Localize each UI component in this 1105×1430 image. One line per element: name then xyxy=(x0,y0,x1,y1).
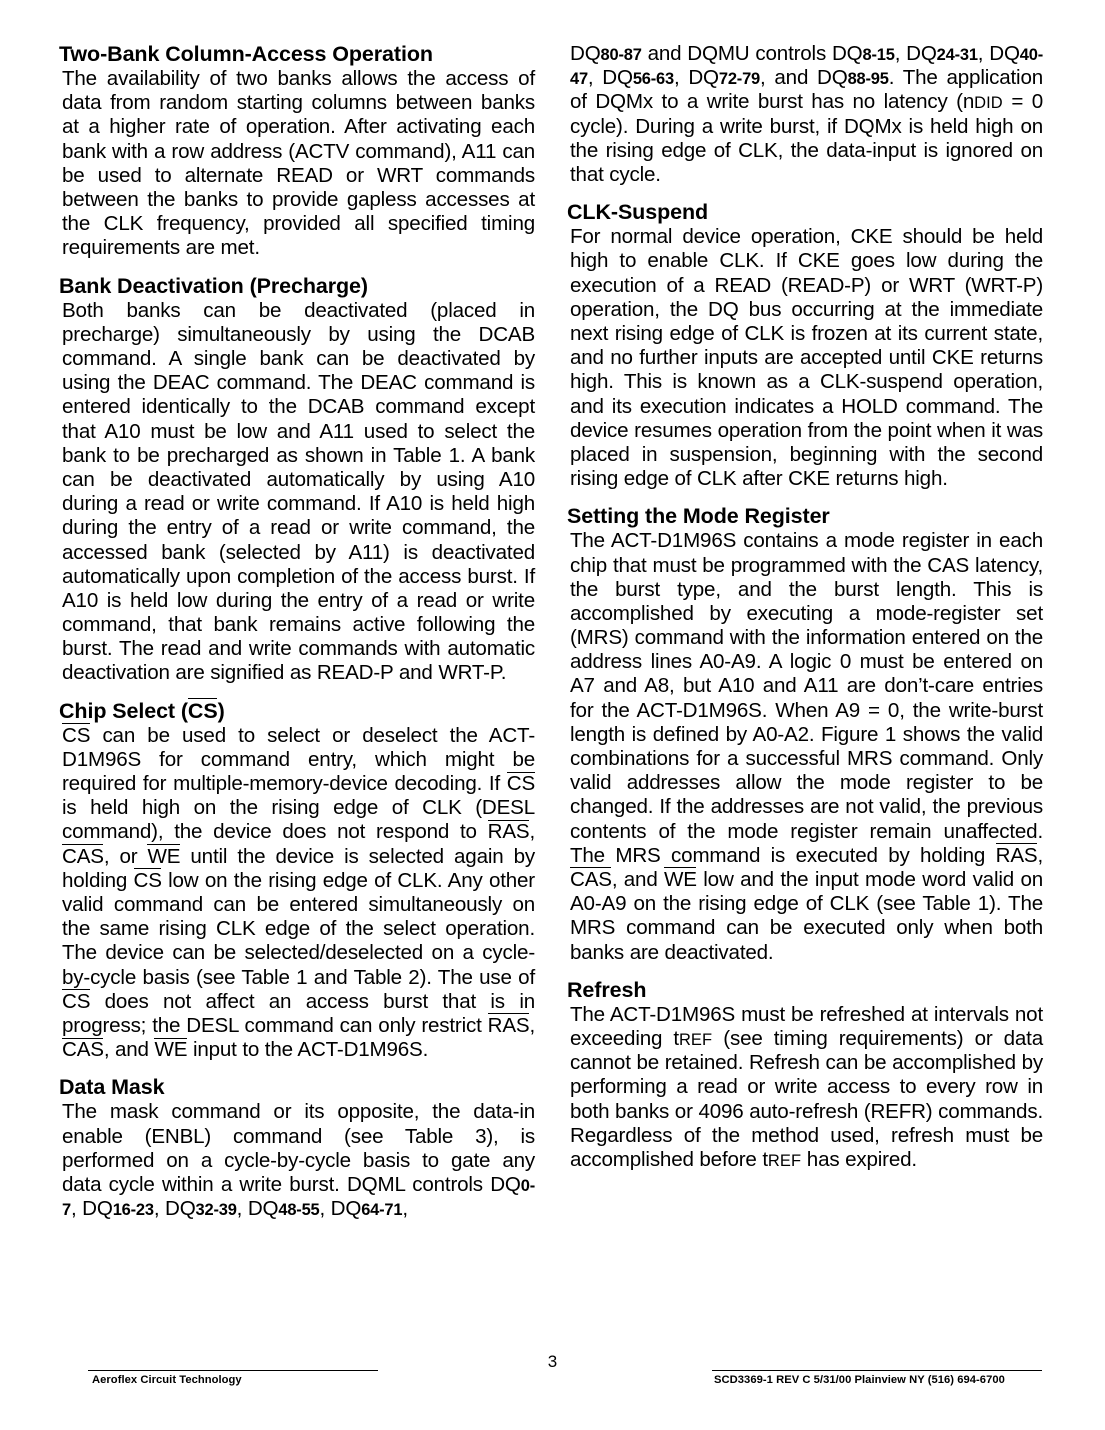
section-setting-the-mode-register xyxy=(567,504,1043,964)
text-run: , or xyxy=(103,844,148,868)
dq-range-subscript: 32-39 xyxy=(195,1201,237,1220)
text-run: = 0 cycle). During a write burst, if DQMx is held high on the rising edge of CLK, the data-input is ignored on that cycle. xyxy=(570,90,1044,186)
dq-range-subscript: 64-71 xyxy=(361,1201,403,1220)
dq-range-subscript: 0-7 xyxy=(62,1177,535,1220)
dq-range-subscript: 88-95 xyxy=(847,70,889,89)
section-heading-two-bank-column-access-operation: Two-Bank Column-Access Operation xyxy=(59,42,433,66)
section-paragraph xyxy=(570,42,1043,187)
text-run: The mask command or its opposite, the data-in enable (ENBL) command (see Table 3), is performed on a cycle-by-cycle basis to gate any data cycle within a write burst. DQML controls DQ xyxy=(62,1100,535,1196)
footer-rule-right xyxy=(712,1370,1042,1371)
footer-company-name: Aeroflex Circuit Technology xyxy=(92,1374,242,1386)
dq-range-subscript: 24-31 xyxy=(936,46,978,64)
section-paragraph xyxy=(570,529,1043,964)
section-heading-clk-suspend: CLK-Suspend xyxy=(567,200,709,225)
heading-text-run: Chip Select ( xyxy=(59,698,188,723)
section-bank-deactivation-precharge xyxy=(59,273,535,686)
section-paragraph: For normal device operation, CKE should be held high to enable CLK. If CKE goes low during the execution of a READ (READ-P) or WRT (WRT-P) operation, the DQ bus occurring at the immediate next rising edge of CLK is frozen at its current state, and no further inputs are accepted until CKE returns high. This is known as a CLK-suspend operation, and its execution indicates a HOLD command. The device resumes operation from the point when it was placed in suspension, beginning with the second rising edge of CLK after CKE returns high. xyxy=(570,225,1043,491)
section-heading-refresh: Refresh xyxy=(567,977,647,1002)
section-refresh xyxy=(567,977,1044,1172)
text-run: , xyxy=(529,820,535,844)
signal-name-cas: CAS xyxy=(570,867,612,891)
heading-text-run: ) xyxy=(217,698,225,723)
footer-rule-left xyxy=(88,1370,378,1371)
text-run: The ACT-D1M96S contains a mode register in each chip that must be programmed with the CAS latency, the burst type, and the burst length. This is accomplished by executing a mode-register set (MRS) command with the information entered on the address lines A0-A9. A logic 0 must be entered on A7 and A8, but A10 and A11 are don’t-care entries for the ACT-D1M96S. When A9 = 0, the write-burst length is defined by A0-A2. Figure 1 shows the valid combinations for a successful MRS command. Only valid addresses allow the mode register to be changed. If the addresses are not valid, the previous contents of the mode register remain unaffected. The MRS command is executed by holding xyxy=(570,529,1043,867)
section-continuation xyxy=(570,42,1043,187)
section-two-bank-column-access-operation xyxy=(59,42,535,261)
text-run: , and DQ xyxy=(760,66,848,90)
dq-range-subscript: 16-23 xyxy=(112,1201,154,1220)
text-run: low on the rising edge of CLK. Any other valid command can be entered simultaneously on the same rising CLK edge of the select operation. The device can be selected/deselected on a cycle-by-cycle basis (see Table 1 and Table 2). The use of xyxy=(62,868,535,989)
text-run: , DQ xyxy=(894,42,937,65)
text-run: , DQ xyxy=(977,42,1020,65)
signal-name-cs: CS xyxy=(133,868,162,892)
parameter-subscript: DID xyxy=(974,94,1003,113)
text-run: , DQ xyxy=(587,66,633,90)
section-heading-chip-select xyxy=(59,699,535,723)
dq-range-subscript: 8-15 xyxy=(862,46,895,64)
section-paragraph xyxy=(62,1100,535,1221)
text-run: , xyxy=(529,1013,535,1037)
signal-name-cs: CS xyxy=(62,989,91,1013)
text-run: (see timing requirements) or data cannot be retained. Refresh can be accomplished by performing a read or write access to every row in both banks or 4096 auto-refresh (REFR) commands. Regardless of the method used, refresh must be accomplished before t xyxy=(570,1026,1044,1171)
signal-name-cas: CAS xyxy=(62,1038,104,1062)
parameter-subscript: REF xyxy=(767,1151,802,1170)
text-run: low and the input mode word valid on A0-A9 on the rising edge of CLK (see Table 1). The MRS command can be executed only when both banks are deactivated. xyxy=(570,867,1043,964)
two-column-body xyxy=(0,42,1105,1342)
signal-name-ras: RAS xyxy=(487,820,530,844)
left-text-column xyxy=(59,42,535,1221)
signal-name-cs: CS xyxy=(187,698,218,723)
section-heading-setting-the-mode-register: Setting the Mode Register xyxy=(567,504,830,529)
section-data-mask xyxy=(59,1075,535,1221)
section-paragraph xyxy=(570,1003,1043,1172)
dq-range-subscript: 56-63 xyxy=(632,70,674,89)
dq-range-subscript: 48-55 xyxy=(278,1201,320,1220)
text-run: does not affect an access burst that is in progress; the DESL command can only restrict xyxy=(62,989,535,1037)
text-run: . The application of DQMx to a write burst has no latency (n xyxy=(570,66,1043,114)
text-run: DQ xyxy=(570,42,601,65)
text-run: The ACT-D1M96S must be refreshed at intervals not exceeding t xyxy=(570,1002,1043,1050)
text-run: , DQ xyxy=(236,1197,279,1221)
section-paragraph: Both banks can be deactivated (placed in precharge) simultaneously by using the DCAB command. A single bank can be deactivated by using the DEAC command. The DEAC command is entered identically to the DCAB command except that A10 must be low and A11 used to select the bank to be precharged as shown in Table 1. A bank can be deactivated automatically by using A10 during a read or write command. If A10 is held high during the entry of a read or write command, the accessed bank (selected by A11) is deactivated automatically upon completion of the access burst. If A10 is held low during the entry of a read or write command, that bank remains active following the burst. The read and write commands with automatic deactivation are signified as READ-P and WRT-P. xyxy=(62,298,535,685)
dq-range-subscript: 80-87 xyxy=(600,46,642,64)
dq-range-subscript: 72-79 xyxy=(718,70,761,89)
text-run: , DQ xyxy=(673,66,719,90)
text-run: input to the ACT-D1M96S. xyxy=(187,1038,429,1062)
text-run: , and xyxy=(611,867,665,891)
signal-name-cs: CS xyxy=(62,723,91,747)
text-run: , DQ xyxy=(70,1197,113,1221)
text-run: until the device is selected again by holding xyxy=(62,844,535,892)
page-number: 3 xyxy=(547,1352,558,1371)
dq-range-subscript: 40-47 xyxy=(570,46,1043,89)
section-heading-data-mask: Data Mask xyxy=(59,1075,165,1100)
right-text-column xyxy=(567,42,1044,1172)
section-chip-select xyxy=(59,698,535,1063)
text-run: is held high on the rising edge of CLK (DESL command), the device does not respond to xyxy=(62,796,535,844)
text-run: , and xyxy=(103,1038,155,1062)
section-clk-suspend xyxy=(567,200,1043,491)
section-paragraph: The availability of two banks allows the access of data from random starting columns between banks at a higher rate of operation. After activating each bank with a row address (ACTV command), A11 can be used to alternate READ or WRT commands between the banks to provide gapless accesses at the CLK frequency, provided all specified timing requirements are met. xyxy=(62,67,535,260)
page-footer xyxy=(0,1352,1105,1410)
signal-name-ras: RAS xyxy=(487,1013,530,1037)
signal-name-we: WE xyxy=(147,844,181,868)
signal-name-we: WE xyxy=(664,867,697,891)
parameter-subscript: REF xyxy=(678,1030,713,1049)
text-run: , DQ xyxy=(319,1197,362,1221)
signal-name-cs: CS xyxy=(506,772,535,796)
text-run: and DQMU controls DQ xyxy=(641,42,863,65)
text-run: , xyxy=(1037,843,1043,867)
signal-name-we: WE xyxy=(154,1038,188,1062)
section-heading-bank-deactivation-precharge: Bank Deactivation (Precharge) xyxy=(59,273,368,298)
text-run: , DQ xyxy=(153,1197,196,1221)
section-paragraph xyxy=(62,724,535,1063)
signal-name-cas: CAS xyxy=(62,844,104,868)
text-run: , xyxy=(402,1197,408,1221)
signal-name-ras: RAS xyxy=(995,843,1038,867)
text-run: can be used to select or deselect the ACT-D1M96S for command entry, which might be required for multiple-memory-device decoding. If xyxy=(62,723,535,796)
footer-document-id: SCD3369-1 REV C 5/31/00 Plainview NY (516) 694-6700 xyxy=(714,1374,1005,1386)
text-run: has expired. xyxy=(801,1147,917,1171)
